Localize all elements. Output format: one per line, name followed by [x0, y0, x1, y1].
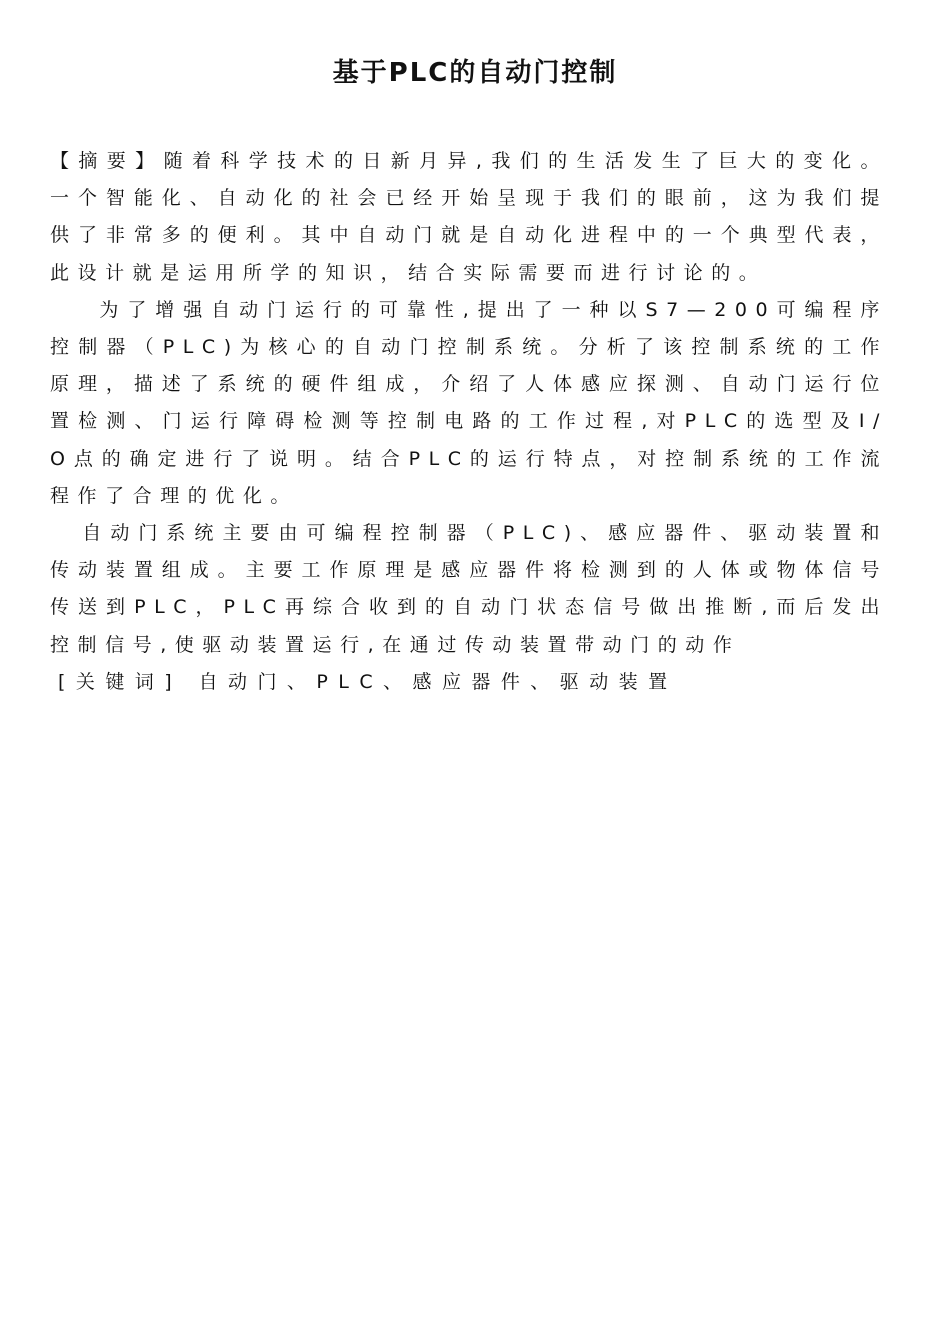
- page-title: 基于PLC的自动门控制: [332, 58, 618, 88]
- keywords-label: [关键词]: [58, 670, 183, 693]
- keywords-line: [50, 664, 888, 701]
- abstract-label: 【摘要】: [50, 150, 164, 172]
- keywords-text: 自动门、PLC、感应器件、驱动装置: [198, 670, 678, 693]
- abstract-paragraph-1: [50, 143, 888, 292]
- abstract-paragraph-1-text: 随着科学技术的日新月异,我们的生活发生了巨大的变化。一个智能化、自动化的社会已经开始呈现于我们的眼前，这为我们提供了非常多的便利。其中自动门就是自动化进程中的一个典型代表，此设计就是运用所学的知识，结合实际需要而进行讨论的。: [50, 150, 888, 284]
- abstract-section: [50, 143, 888, 701]
- abstract-paragraph-3: 自动门系统主要由可编程控制器（PLC)、感应器件、驱动装置和传动装置组成。主要工作原理是感应器件将检测到的人体或物体信号传送到PLC，PLC再综合收到的自动门状态信号做出推断,而后发出控制信号,使驱动装置运行,在通过传动装置带动门的动作: [50, 522, 888, 656]
- abstract-paragraph-2: 为了增强自动门运行的可靠性,提出了一种以S7—200可编程序控制器（PLC)为核心的自动门控制系统。分析了该控制系统的工作原理，描述了系统的硬件组成，介绍了人体感应探测、自动门运行位置检测、门运行障碍检测等控制电路的工作过程,对PLC的选型及I/O点的确定进行了说明。结合PLC的运行特点，对控制系统的工作流程作了合理的优化。: [50, 298, 888, 507]
